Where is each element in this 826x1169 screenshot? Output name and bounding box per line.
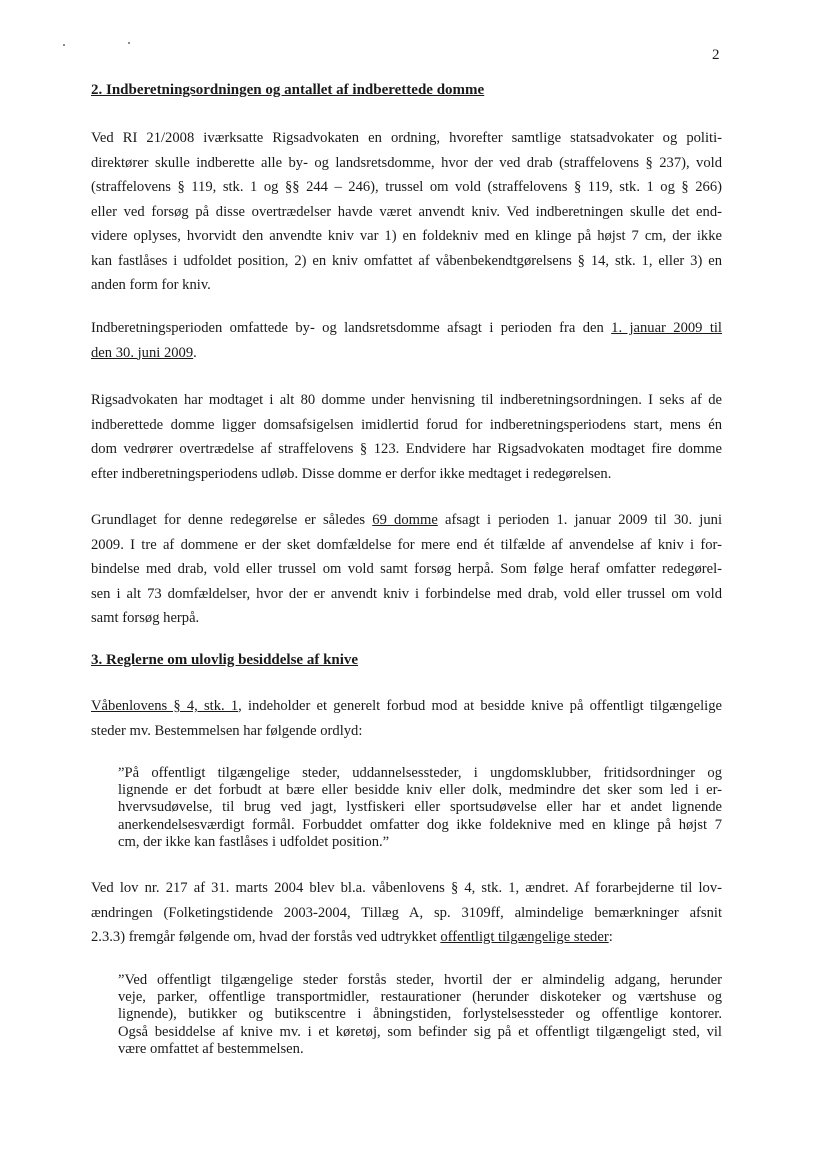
text-line: efter indberetningsperiodens udløb. Disse domme er derfor ikke medtaget i redegørelsen. <box>91 465 612 482</box>
text-line: anden form for kniv. <box>91 277 211 293</box>
text-line: sen i alt 73 domfældelser, hvor der er anvendt kniv i forbindelse med drab, vold eller trussel om vold <box>91 585 722 602</box>
text-line: samt forsøg herpå. <box>91 610 200 626</box>
text-line <box>91 925 722 950</box>
section-3-paragraph-2 <box>91 876 722 950</box>
quote-line: hvervsudøvelse, til brug ved jagt, lystfiskeri eller sportsudøvelse eller har et andet lignende <box>118 799 722 816</box>
scan-speck <box>128 42 130 44</box>
judgment-count: 69 domme <box>372 512 438 528</box>
text-line <box>91 316 722 341</box>
text-line: 2009. I tre af dommene er der sket domfældelse for mere end ét tilfælde af anvendelse af kniv i for- <box>91 536 722 553</box>
statute-quote <box>118 765 722 851</box>
quote-line: ”Ved offentligt tilgængelige steder forstås steder, hvortil der er almindelig adgang, herunder <box>118 972 722 988</box>
quote-line: lignende), butikker og butikscentre i åbningstiden, forlystelsessteder og offentlige kontorer. <box>118 1006 722 1023</box>
text-line: kan fastlåses i udfoldet position, 2) en kniv omfattet af våbenbekendtgørelsens § 14, stk. 1, eller 3) en <box>91 252 722 269</box>
statute-reference: Våbenlovens § 4, stk. 1 <box>91 698 239 714</box>
quote-line: anerkendelsesværdigt formål. Forbuddet omfatter dog ikke foldeknive med en klinge på højst 7 <box>118 816 722 833</box>
text-line: eller ved forsøg på disse overtrædelser havde været anvendt kniv. Ved indberetningen skulle det end- <box>91 203 722 220</box>
text-run: 2.3.3) fremgår følgende om, hvad der forstås ved udtrykket <box>91 929 441 945</box>
section-2-paragraph-4 <box>91 508 722 631</box>
text-line: (straffelovens § 119, stk. 1 og §§ 244 – 246), trussel om vold (straffelovens § 119, stk. 1 og § 266) <box>91 179 722 195</box>
page-number: 2 <box>712 47 720 63</box>
text-line: Ved lov nr. 217 af 31. marts 2004 blev bl.a. våbenlovens § 4, stk. 1, ændret. Af forarbejderne til lov- <box>91 880 722 896</box>
text-line: steder mv. Bestemmelsen har følgende ordlyd: <box>91 722 363 739</box>
quote-line: være omfattet af bestemmelsen. <box>118 1040 304 1057</box>
section-2-heading: 2. Indberetningsordningen og antallet af indberettede domme <box>91 82 485 98</box>
text-line: Ved RI 21/2008 iværksatte Rigsadvokaten en ordning, hvorefter samtlige statsadvokater og politi- <box>91 130 722 146</box>
text-line: ændringen (Folketingstidende 2003-2004, Tillæg A, sp. 3109ff, almindelige bemærkninger afsnit <box>91 904 722 921</box>
date-range-start: 1. januar 2009 til <box>611 320 722 336</box>
scan-speck <box>63 44 65 46</box>
quote-line: veje, parker, offentlige transportmidler, restaurationer (herunder diskoteker og værtshuse og <box>118 989 722 1006</box>
text-line <box>91 694 722 719</box>
date-range-end: den 30. juni 2009 <box>91 344 194 361</box>
text-line: dom vedrører overtrædelse af straffelovens § 123. Endvidere har Rigsadvokaten modtaget fire domme <box>91 441 722 457</box>
section-2-paragraph-2 <box>91 316 722 365</box>
section-3-heading: 3. Reglerne om ulovlig besiddelse af knive <box>91 652 359 668</box>
defined-term: offentligt tilgængelige steder <box>440 929 609 945</box>
text-line: bindelse med drab, vold eller trussel om vold samt forsøg herpå. Som følge heraf omfatter redegørel- <box>91 561 722 577</box>
text-run: Grundlaget for denne redegørelse er således <box>91 512 373 528</box>
text-run: : <box>608 929 613 945</box>
text-line <box>91 341 722 366</box>
quote-line: cm, der ikke kan fastlåses i udfoldet position.” <box>118 833 390 850</box>
section-2-paragraph-1 <box>91 126 722 298</box>
quote-line: lignende er det forbudt at bære eller besidde kniv eller dolk, medmindre det sker som led i er- <box>118 782 722 799</box>
text-run: . <box>193 344 197 361</box>
text-line: Rigsadvokaten har modtaget i alt 80 domme under henvisning til indberetningsordningen. I seks af de <box>91 392 722 408</box>
text-run: , indeholder et generelt forbud mod at besidde knive på offentligt tilgængelige <box>238 698 722 714</box>
text-line: indberettede domme ligger domsafsigelsen imidlertid forud for indberetningsperiodens start, mens én <box>91 416 722 433</box>
section-2-paragraph-3 <box>91 388 722 486</box>
text-line: videre oplyses, hvorvidt den anvendte kniv var 1) en foldekniv med en klinge på højst 7 cm, der ikke <box>91 228 722 244</box>
text-line <box>91 508 722 533</box>
text-run: Indberetningsperioden omfattede by- og landsretsdomme afsagt i perioden fra den <box>91 320 612 336</box>
text-run: afsagt i perioden 1. januar 2009 til 30. juni <box>437 512 722 528</box>
text-line: direktører skulle indberette alle by- og landsretsdomme, hvor der ved drab (straffelovens § 237), vold <box>91 154 722 171</box>
preparatory-works-quote <box>118 972 722 1058</box>
quote-line: ”På offentligt tilgængelige steder, uddannelsessteder, i ungdomsklubber, fritidsordninger og <box>118 765 722 781</box>
quote-line: Også besiddelse af knive mv. i et køretøj, som befinder sig på et offentligt tilgængeligt sted, vil <box>118 1023 722 1040</box>
section-3-paragraph-1 <box>91 694 722 743</box>
